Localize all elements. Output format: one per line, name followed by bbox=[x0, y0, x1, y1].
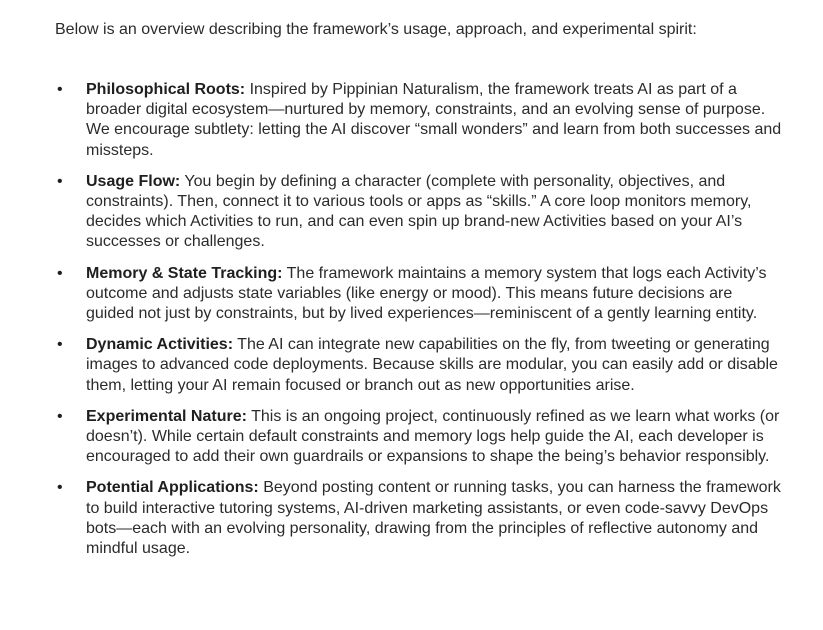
bullet-icon: • bbox=[57, 407, 63, 425]
item-heading: Dynamic Activities: bbox=[86, 336, 234, 354]
item-heading: Philosophical Roots: bbox=[86, 81, 246, 98]
item-text: Beyond posting content or running tasks, you can harness the framework to build interactive tutoring systems, AI-driven marketing assistants, or even code-savvy DevOps bots—each with an evolving personality, drawing from the principles of reflective autonomy and mindful usage. bbox=[86, 479, 781, 558]
list-item-usage-flow bbox=[55, 172, 783, 253]
bullet-icon: • bbox=[57, 336, 63, 354]
item-heading: Usage Flow: bbox=[86, 172, 181, 190]
item-text: Inspired by Pippinian Naturalism, the framework treats AI as part of a broader digital ecosystem—nurtured by memory, constraints, and an evolving sense of purpose. We encourage subtlety: letting the AI discover “small wonders” and learn from both successes and missteps. bbox=[86, 81, 782, 159]
item-heading: Memory & State Tracking: bbox=[86, 264, 283, 282]
item-text: This is an ongoing project, continuously refined as we learn what works (or doesn’t). While certain default constraints and memory logs help guide the AI, each developer is encouraged to add their own guardrails or expansions to shape the being’s behavior responsibly. bbox=[86, 407, 780, 466]
item-heading: Experimental Nature: bbox=[86, 407, 247, 425]
list-item-experimental-nature bbox=[55, 407, 783, 468]
bullet-icon: • bbox=[57, 172, 63, 190]
list-item-philosophical-roots bbox=[55, 80, 783, 161]
bullet-icon: • bbox=[57, 264, 63, 282]
list-item-dynamic-activities bbox=[55, 335, 783, 396]
item-heading: Potential Applications: bbox=[86, 479, 259, 497]
item-text: The AI can integrate new capabilities on the fly, from tweeting or generating images to advanced code deployments. Because skills are modular, you can easily add or disable them, letting your AI remain focused or branch out as new opportunities arise. bbox=[86, 336, 778, 394]
bullet-icon: • bbox=[57, 479, 63, 497]
list-item-memory-state-tracking bbox=[55, 264, 783, 325]
item-text: You begin by defining a character (complete with personality, objectives, and constraints). Then, connect it to various tools or apps as “skills.” A core loop monitors memory, decides which Activities to run, and can even spin up brand-new Activities based on your AI’s successes or challenges. bbox=[86, 172, 752, 251]
bullet-icon: • bbox=[57, 81, 63, 98]
list-item-potential-applications bbox=[55, 478, 783, 559]
item-text: The framework maintains a memory system that logs each Activity’s outcome and adjusts state variables (like energy or mood). This means future decisions are guided not just by constraints, but by lived experiences—reminiscent of a gently learning entity. bbox=[86, 264, 767, 323]
intro-paragraph: Below is an overview describing the framework’s usage, approach, and experimental spirit: bbox=[55, 21, 697, 38]
overview-list bbox=[55, 80, 783, 559]
